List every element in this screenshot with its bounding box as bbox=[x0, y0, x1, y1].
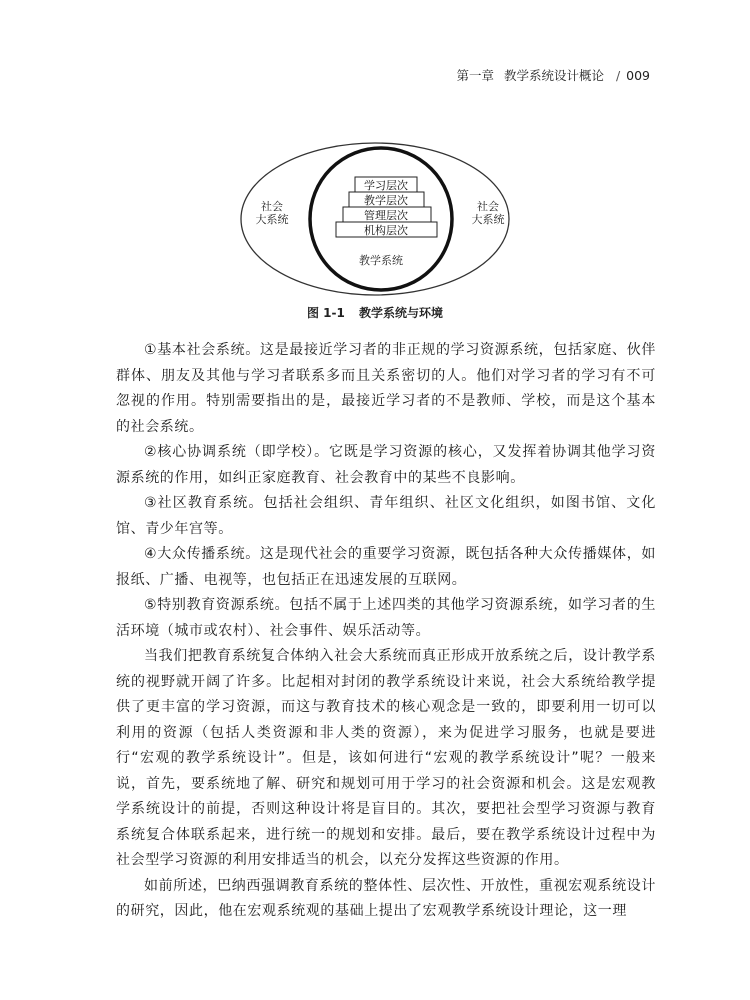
paragraph-core-coordination-system: ②核心协调系统（即学校）。它既是学习资源的核心，又发挥着协调其他学习资源系统的作用，如纠正家庭教育、社会教育中的某些不良影响。 bbox=[116, 444, 656, 486]
page-separator: / bbox=[615, 68, 621, 83]
figure-caption bbox=[0, 304, 750, 321]
body-text bbox=[116, 338, 656, 925]
paragraph-community-education-system: ③社区教育系统。包括社会组织、青年组织、社区文化组织，如图书馆、文化馆、青少年宫等。 bbox=[116, 495, 656, 537]
paragraph-banathy-theory: 如前所述，巴纳西强调教育系统的整体性、层次性、开放性，重视宏观系统设计的研究，因此，他在宏观系统观的基础上提出了宏观教学系统设计理论，这一理 bbox=[116, 877, 656, 919]
level-label-learning: 学习层次 bbox=[364, 179, 408, 192]
paragraph-basic-social-system: ①基本社会系统。这是最接近学习者的非正规的学习资源系统，包括家庭、伙伴群体、朋友及其他与学习者联系多而且关系密切的人。他们对学习者的学习有不可忽视的作用。特别需要指出的是，最接近学习者的不是教师、学校，而是这个基本的社会系统。 bbox=[116, 342, 656, 435]
outer-left-label-line2: 大系统 bbox=[255, 213, 289, 226]
chapter-number: 第一章 bbox=[456, 68, 494, 83]
paragraph-macro-design: 当我们把教育系统复合体纳入社会大系统而真正形成开放系统之后，设计教学系统的视野就开阔了许多。比起相对封闭的教学系统设计来说，社会大系统给教学提供了更丰富的学习资源，而这与教育技术的核心观念是一致的，即要利用一切可以利用的资源（包括人类资源和非人类的资源），来为促进学习服务，也就是要进行“宏观的教学系统设计”。但是，该如何进行“宏观的教学系统设计”呢？一般来说，首先，要系统地了解、研究和规划可用于学习的社会资源和机会。这是宏观教学系统设计的前提，否则这种设计将是盲目的。其次，要把社会型学习资源与教育系统复合体联系起来，进行统一的规划和安排。最后，要在教学系统设计过程中为社会型学习资源的利用安排适当的机会，以充分发挥这些资源的作用。 bbox=[116, 648, 656, 868]
figure-caption-title: 教学系统与环境 bbox=[359, 306, 444, 320]
outer-right-label-line2: 大系统 bbox=[471, 213, 505, 226]
paragraph-mass-media-system: ④大众传播系统。这是现代社会的重要学习资源，既包括各种大众传播媒体，如报纸、广播、电视等，也包括正在迅速发展的互联网。 bbox=[116, 546, 656, 588]
level-label-institution: 机构层次 bbox=[364, 224, 408, 237]
system-environment-diagram bbox=[0, 0, 750, 300]
level-label-teaching: 教学层次 bbox=[364, 194, 408, 207]
figure-caption-number: 图 1-1 bbox=[306, 306, 345, 320]
outer-right-label-line1: 社会 bbox=[477, 200, 499, 213]
paragraph-special-education-system: ⑤特别教育资源系统。包括不属于上述四类的其他学习资源系统，如学习者的生活环境（城市或农村）、社会事件、娱乐活动等。 bbox=[116, 597, 656, 639]
level-label-management: 管理层次 bbox=[364, 209, 408, 222]
inner-system-label: 教学系统 bbox=[359, 254, 403, 267]
level-pyramid bbox=[336, 177, 437, 237]
outer-left-label-line1: 社会 bbox=[261, 200, 283, 213]
chapter-title: 教学系统设计概论 bbox=[503, 68, 604, 83]
page-number: 009 bbox=[626, 68, 650, 83]
